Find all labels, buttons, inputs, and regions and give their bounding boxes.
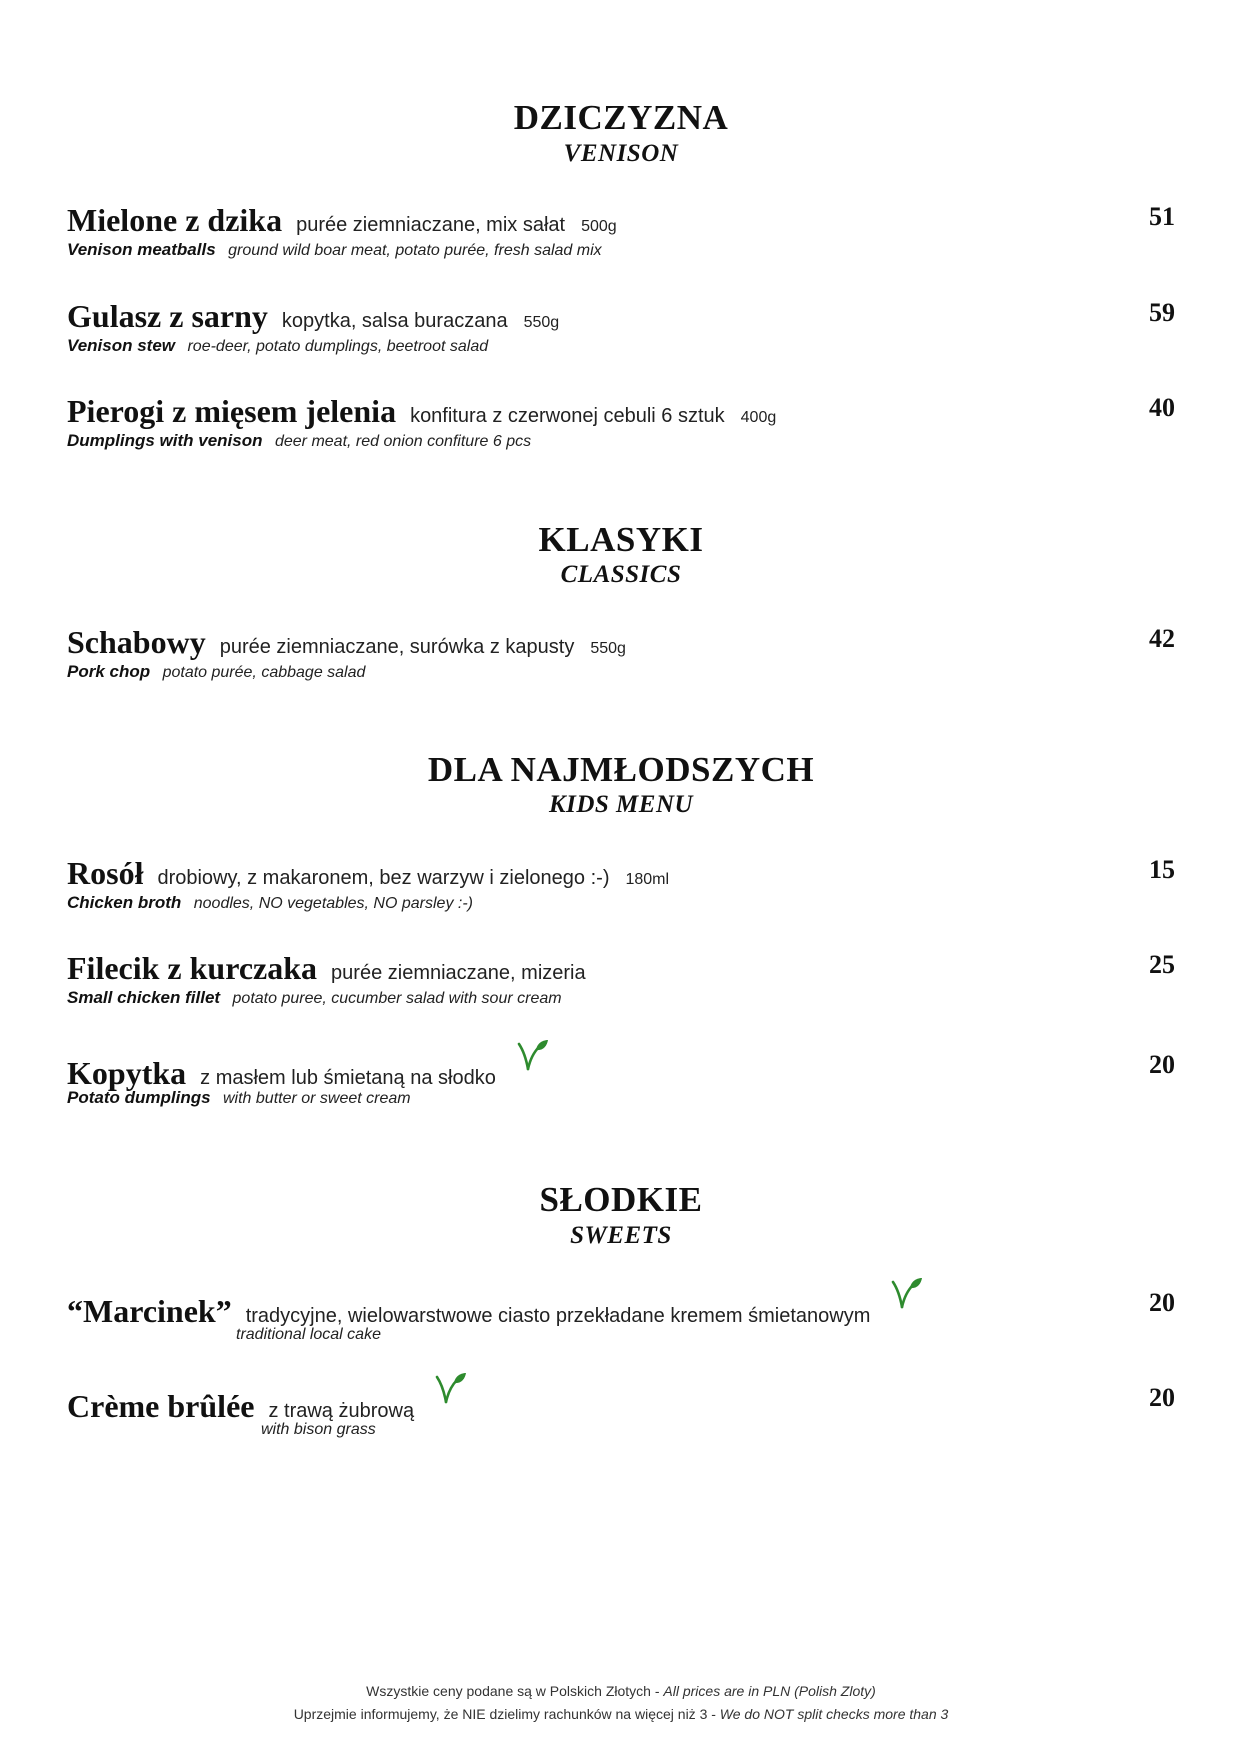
section-subtitle: CLASSICS <box>560 561 682 588</box>
footer-line2-pl: Uprzejmie informujemy, że NIE dzielimy rachunków na więcej niż 3 - <box>293 1706 720 1722</box>
section-subtitle: VENISON <box>563 140 679 167</box>
dish-description-en: roe-deer, potato dumplings, beetroot salad <box>187 338 489 355</box>
dish-name: “Marcinek” <box>67 1293 232 1329</box>
dish-name-en: Dumplings with venison <box>67 431 263 450</box>
dish-name-en: Venison meatballs <box>67 240 216 259</box>
menu-item <box>67 1288 1175 1368</box>
dish-weight: 550g <box>523 314 560 331</box>
dish-weight: 180ml <box>625 871 670 888</box>
dish-name-en: Chicken broth <box>67 893 182 912</box>
menu-item <box>67 950 1175 1030</box>
dish-price: 20 <box>1149 1288 1175 1317</box>
footer-line1-pl: Wszystkie ceny podane są w Polskich Złotych - <box>366 1683 664 1699</box>
dish-name: Kopytka <box>67 1055 187 1091</box>
section-subtitle: KIDS MENU <box>548 791 694 818</box>
footer-line2-en: We do NOT split checks more than 3 <box>719 1706 949 1722</box>
dish-description-en: noodles, NO vegetables, NO parsley :-) <box>193 895 473 912</box>
dish-description-en: potato purée, cabbage salad <box>162 664 366 681</box>
dish-name: Crème brûlée <box>67 1388 255 1424</box>
dish-name-en: Venison stew <box>67 336 176 355</box>
menu-item <box>67 298 1175 378</box>
menu-item <box>67 1050 1175 1130</box>
menu-item <box>67 624 1175 704</box>
dish-name: Rosół <box>67 855 144 891</box>
dish-price: 20 <box>1149 1383 1175 1412</box>
section-subtitle: SWEETS <box>570 1222 672 1249</box>
dish-description-en: with bison grass <box>261 1421 376 1438</box>
menu-item <box>67 202 1175 282</box>
dish-weight: 400g <box>740 409 777 426</box>
dish-description-pl: purée ziemniaczane, surówka z kapusty <box>219 636 575 658</box>
section-title: SŁODKIE <box>539 1180 703 1219</box>
menu-item <box>67 855 1175 935</box>
footer-line1-en: All prices are in PLN (Polish Zloty) <box>663 1683 876 1699</box>
dish-price: 40 <box>1149 393 1175 422</box>
dish-description-pl: z trawą żubrową <box>268 1400 415 1422</box>
dish-name-en: Pork chop <box>67 662 151 681</box>
dish-description-en: potato puree, cucumber salad with sour cream <box>232 990 562 1007</box>
dish-name: Schabowy <box>67 624 206 660</box>
dish-description-pl: tradycyjne, wielowarstwowe ciasto przekładane kremem śmietanowym <box>245 1305 871 1327</box>
dish-weight: 500g <box>581 218 617 235</box>
dish-description-en: traditional local cake <box>236 1326 381 1343</box>
dish-description-pl: kopytka, salsa buraczana <box>281 310 508 332</box>
section-title: DLA NAJMŁODSZYCH <box>427 750 815 789</box>
dish-weight: 550g <box>590 640 626 657</box>
dish-description-pl: purée ziemniaczane, mix sałat <box>296 214 566 236</box>
leaf-v-icon <box>890 1276 924 1310</box>
footer-note <box>0 1680 1242 1726</box>
dish-name-en: Small chicken fillet <box>67 988 221 1007</box>
section-title: KLASYKI <box>538 520 704 559</box>
dish-name: Mielone z dzika <box>67 202 283 238</box>
dish-price: 59 <box>1149 298 1175 327</box>
menu-item <box>67 393 1175 473</box>
dish-description-pl: purée ziemniaczane, mizeria <box>331 962 586 984</box>
dish-name: Gulasz z sarny <box>67 298 268 334</box>
dish-price: 42 <box>1149 624 1175 653</box>
dish-description-en: ground wild boar meat, potato purée, fresh salad mix <box>228 242 602 259</box>
dish-description-en: deer meat, red onion confiture 6 pcs <box>274 433 532 450</box>
dish-price: 15 <box>1149 855 1175 884</box>
dish-description-pl: konfitura z czerwonej cebuli 6 sztuk <box>410 405 725 427</box>
dish-name-en: Potato dumplings <box>67 1088 211 1107</box>
dish-name: Filecik z kurczaka <box>67 950 318 986</box>
dish-description-pl: drobiowy, z makaronem, bez warzyw i zielonego :-) <box>157 867 610 889</box>
dish-price: 51 <box>1149 202 1175 231</box>
leaf-v-icon <box>434 1371 468 1405</box>
dish-description-pl: z masłem lub śmietaną na słodko <box>200 1067 496 1089</box>
dish-description-en: with butter or sweet cream <box>223 1090 411 1107</box>
menu-item <box>67 1383 1175 1463</box>
leaf-v-icon <box>516 1038 550 1072</box>
section-title: DZICZYZNA <box>513 98 729 137</box>
dish-price: 25 <box>1149 950 1175 979</box>
dish-name: Pierogi z mięsem jelenia <box>67 393 397 429</box>
dish-price: 20 <box>1149 1050 1175 1079</box>
